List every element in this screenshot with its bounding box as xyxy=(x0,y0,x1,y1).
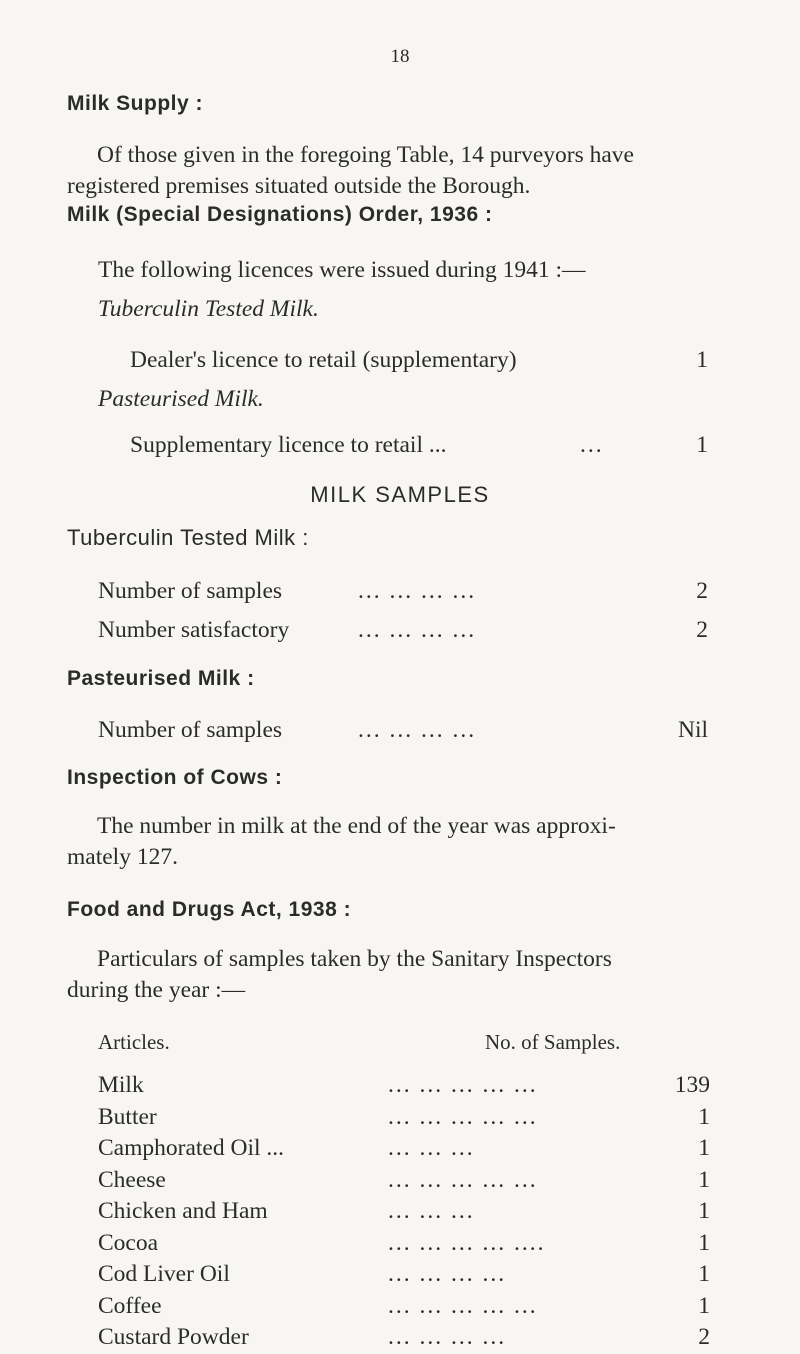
article-name: Cocoa xyxy=(98,1229,159,1256)
tt-milk-heading: Tuberculin Tested Milk : xyxy=(67,525,309,550)
article-leader-dots: ... ... ... xyxy=(388,1135,475,1161)
inspection-heading: Inspection of Cows : xyxy=(67,766,283,789)
article-leader-dots: ... ... ... xyxy=(388,1198,475,1224)
supplementary-licence-row xyxy=(130,432,708,462)
article-row xyxy=(98,1293,710,1323)
article-row xyxy=(98,1167,710,1197)
inspection-para-line2: mately 127. xyxy=(67,844,178,870)
article-row xyxy=(98,1072,710,1102)
tt-satisfactory-label: Number satisfactory xyxy=(98,617,290,643)
article-row xyxy=(98,1198,710,1228)
article-leader-dots: ... ... ... ... ... xyxy=(388,1072,538,1098)
past-samples-label: Number of samples xyxy=(98,717,283,743)
inspection-paragraph xyxy=(67,811,737,873)
milk-supply-para-line2: registered premises situated outside the Borough. xyxy=(67,173,531,199)
article-sample-count: 1 xyxy=(698,1135,710,1161)
article-row xyxy=(98,1324,710,1354)
pasteurised-heading: Pasteurised Milk : xyxy=(67,667,255,690)
food-drugs-paragraph xyxy=(67,944,737,1006)
inspection-para-line1: The number in milk at the end of the year was approxi- xyxy=(97,813,616,839)
milk-supply-paragraph xyxy=(67,140,737,202)
tt-samples-dots: ... ... ... ... xyxy=(358,578,477,604)
past-samples-value: Nil xyxy=(677,717,708,743)
food-drugs-heading: Food and Drugs Act, 1938 : xyxy=(67,898,352,921)
licences-intro: The following licences were issued during 1941 :— xyxy=(98,257,586,283)
article-name: Coffee xyxy=(98,1292,162,1319)
article-leader-dots: ... ... ... ... xyxy=(388,1324,507,1350)
article-row xyxy=(98,1135,710,1165)
food-drugs-para-line2: during the year :— xyxy=(67,977,246,1003)
dealer-licence-label: Dealer's licence to retail (supplementary) xyxy=(130,347,517,373)
tt-samples-label: Number of samples xyxy=(98,578,283,604)
article-leader-dots: ... ... ... ... ... xyxy=(388,1103,538,1130)
article-name: Camphorated Oil ... xyxy=(98,1135,285,1161)
milk-samples-heading: MILK SAMPLES xyxy=(310,482,490,507)
past-samples-row xyxy=(98,717,708,747)
tt-satisfactory-value: 2 xyxy=(696,617,708,643)
tt-samples-row xyxy=(98,578,708,608)
article-name: Chicken and Ham xyxy=(98,1198,268,1224)
article-name: Custard Powder xyxy=(98,1324,249,1350)
article-name: Butter xyxy=(98,1103,157,1130)
supplementary-licence-dots: ... xyxy=(580,432,604,458)
article-sample-count: 1 xyxy=(698,1198,710,1224)
tt-satisfactory-dots: ... ... ... ... xyxy=(358,617,477,643)
milk-supply-heading: Milk Supply : xyxy=(67,92,204,115)
article-row xyxy=(98,1261,710,1291)
samples-column-header: No. of Samples. xyxy=(485,1030,621,1054)
article-sample-count: 1 xyxy=(698,1292,710,1319)
article-leader-dots: ... ... ... ... .... xyxy=(388,1229,546,1256)
tt-milk-subheading: Tuberculin Tested Milk. xyxy=(98,296,319,322)
article-leader-dots: ... ... ... ... xyxy=(388,1261,507,1287)
article-sample-count: 1 xyxy=(698,1229,710,1256)
article-name: Cheese xyxy=(98,1166,166,1193)
tt-samples-value: 2 xyxy=(696,578,708,604)
pasteurised-subheading: Pasteurised Milk. xyxy=(98,386,264,412)
article-row xyxy=(98,1230,710,1260)
article-name: Cod Liver Oil xyxy=(98,1261,230,1287)
article-sample-count: 1 xyxy=(698,1103,710,1130)
article-sample-count: 139 xyxy=(674,1072,710,1098)
article-sample-count: 2 xyxy=(698,1324,710,1350)
article-row xyxy=(98,1104,710,1134)
article-leader-dots: ... ... ... ... ... xyxy=(388,1292,538,1319)
supplementary-licence-value: 1 xyxy=(696,432,708,458)
dealer-licence-row xyxy=(130,347,708,377)
article-sample-count: 1 xyxy=(698,1261,710,1287)
supplementary-licence-label: Supplementary licence to retail ... xyxy=(130,432,447,458)
article-leader-dots: ... ... ... ... ... xyxy=(388,1166,538,1193)
designations-order-heading: Milk (Special Designations) Order, 1936 : xyxy=(67,203,493,226)
tt-satisfactory-row xyxy=(98,617,708,647)
article-sample-count: 1 xyxy=(698,1166,710,1193)
article-name: Milk xyxy=(98,1072,144,1098)
milk-supply-para-line1: Of those given in the foregoing Table, 14 purveyors have xyxy=(97,142,634,168)
articles-column-header: Articles. xyxy=(98,1030,170,1054)
page-number: 18 xyxy=(390,46,410,67)
food-drugs-para-line1: Particulars of samples taken by the Sanitary Inspectors xyxy=(97,946,612,972)
dealer-licence-value: 1 xyxy=(696,347,708,373)
past-samples-dots: ... ... ... ... xyxy=(358,717,477,743)
